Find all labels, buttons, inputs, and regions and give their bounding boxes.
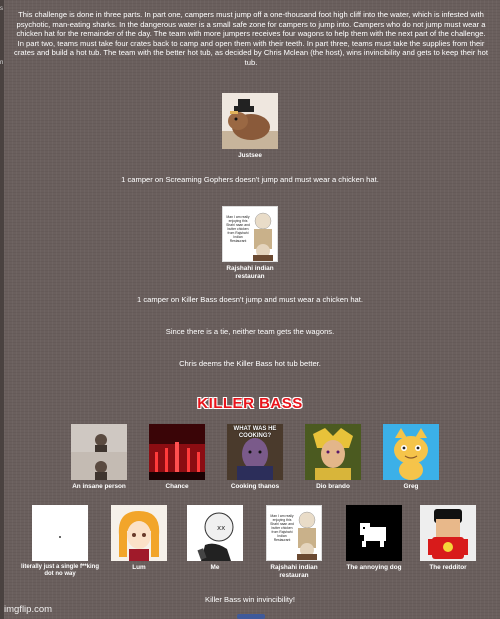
camper-card-rajshahi — [215, 206, 285, 281]
challenge-description: This challenge is done in three parts. In part one, campers must jump off a one-thousand foot high cliff into the water, which is infested with psychotic, man-eating sharks. In the dangerous water is a small safe zone for campers to jump into. Campers who do not jump must wear a chicken hat for the remainder of the day. The team with more jumpers receives four wagons to help them with the next part of the challenge. In part two, teams must take four crates back to camp and open them with their teeth. In part three, teams must take the supplies from their crates and build a hot tub. The team with the better hot tub, as decided by Chris Mclean (the host), wins invincibility and gets to keep their hot tub. — [14, 10, 488, 67]
camper-image — [32, 505, 88, 561]
rajshahi-meme-image — [222, 206, 278, 262]
camper-image — [187, 505, 243, 561]
meme-caption: WHAT WAS HE COOKING? — [233, 426, 277, 439]
camper-image — [383, 424, 439, 480]
camper-image — [149, 424, 205, 480]
camper-image — [420, 505, 476, 561]
cat-icon — [383, 424, 439, 480]
team-title: KILLER BASS — [197, 395, 303, 412]
camper-name: Cooking thanos — [230, 483, 280, 490]
event-text: Since there is a tie, neither team gets the wagons. — [165, 327, 335, 336]
camper-card — [20, 505, 100, 579]
camper-card — [376, 424, 446, 491]
justsee-image — [222, 93, 278, 149]
event-text: Chris deems the Killer Bass hot tub better. — [179, 359, 321, 368]
camper-card — [298, 424, 368, 491]
camper-name: Dio brando — [316, 483, 350, 490]
red-concert-icon — [149, 424, 205, 480]
dot-icon — [32, 505, 88, 561]
camper-card — [336, 505, 412, 572]
camper-image — [305, 424, 361, 480]
capybara-icon — [222, 93, 278, 149]
camper-name: literally just a single f**king dot no way — [20, 564, 100, 578]
camper-name: Chance — [165, 483, 189, 490]
camper-image — [111, 505, 167, 561]
camper-card-justsee — [216, 93, 284, 160]
camper-image — [71, 424, 127, 480]
imgflip-watermark: imgflip.com — [4, 604, 53, 615]
event-text: 1 camper on Screaming Gophers doesn't jump and must wear a chicken hat. — [121, 175, 379, 184]
annoying-dog-icon — [346, 505, 402, 561]
left-edge-marker: n — [0, 60, 4, 66]
stick-figure-icon — [187, 505, 243, 561]
result-text: Killer Bass win invincibility! — [205, 595, 295, 604]
event-text: 1 camper on Killer Bass doesn't jump and must wear a chicken hat. — [137, 295, 363, 304]
camper-name: Rajshahi indian restauran — [226, 265, 274, 280]
left-edge-marker: s — [0, 6, 3, 12]
dio-brando-icon — [305, 424, 361, 480]
meme-text: Man I am really enjoying this Shahi naan and butter chicken from Rajshahi Indian Restaurant — [270, 514, 294, 542]
camper-card — [60, 424, 138, 491]
camper-image — [346, 505, 402, 561]
camper-name: Rajshahi indian restauran — [270, 564, 318, 579]
camper-card — [414, 505, 482, 572]
camper-name: Lum — [132, 564, 146, 571]
left-edge-strip — [0, 0, 4, 619]
svg-text:xx: xx — [217, 524, 226, 532]
cut-off-link — [237, 614, 265, 619]
camper-name: The redditor — [429, 564, 467, 571]
camper-name: Greg — [403, 483, 419, 490]
camper-name: Justsee — [238, 152, 262, 159]
redditor-icon — [420, 505, 476, 561]
person-photo-icon — [71, 424, 127, 480]
camper-card — [220, 424, 290, 491]
camper-image — [266, 505, 322, 561]
meme-text: Man I am really enjoying this Shahi naan and butter chicken from Rajshahi Indian Restaurant — [226, 215, 250, 243]
camper-card — [256, 505, 332, 580]
camper-image — [227, 424, 283, 480]
camper-card — [142, 424, 212, 491]
camper-name: Me — [210, 564, 220, 571]
camper-card — [182, 505, 248, 572]
camper-name: The annoying dog — [346, 564, 402, 571]
camper-card — [106, 505, 172, 572]
camper-name: An insane person — [72, 483, 126, 490]
anime-girl-icon — [111, 505, 167, 561]
